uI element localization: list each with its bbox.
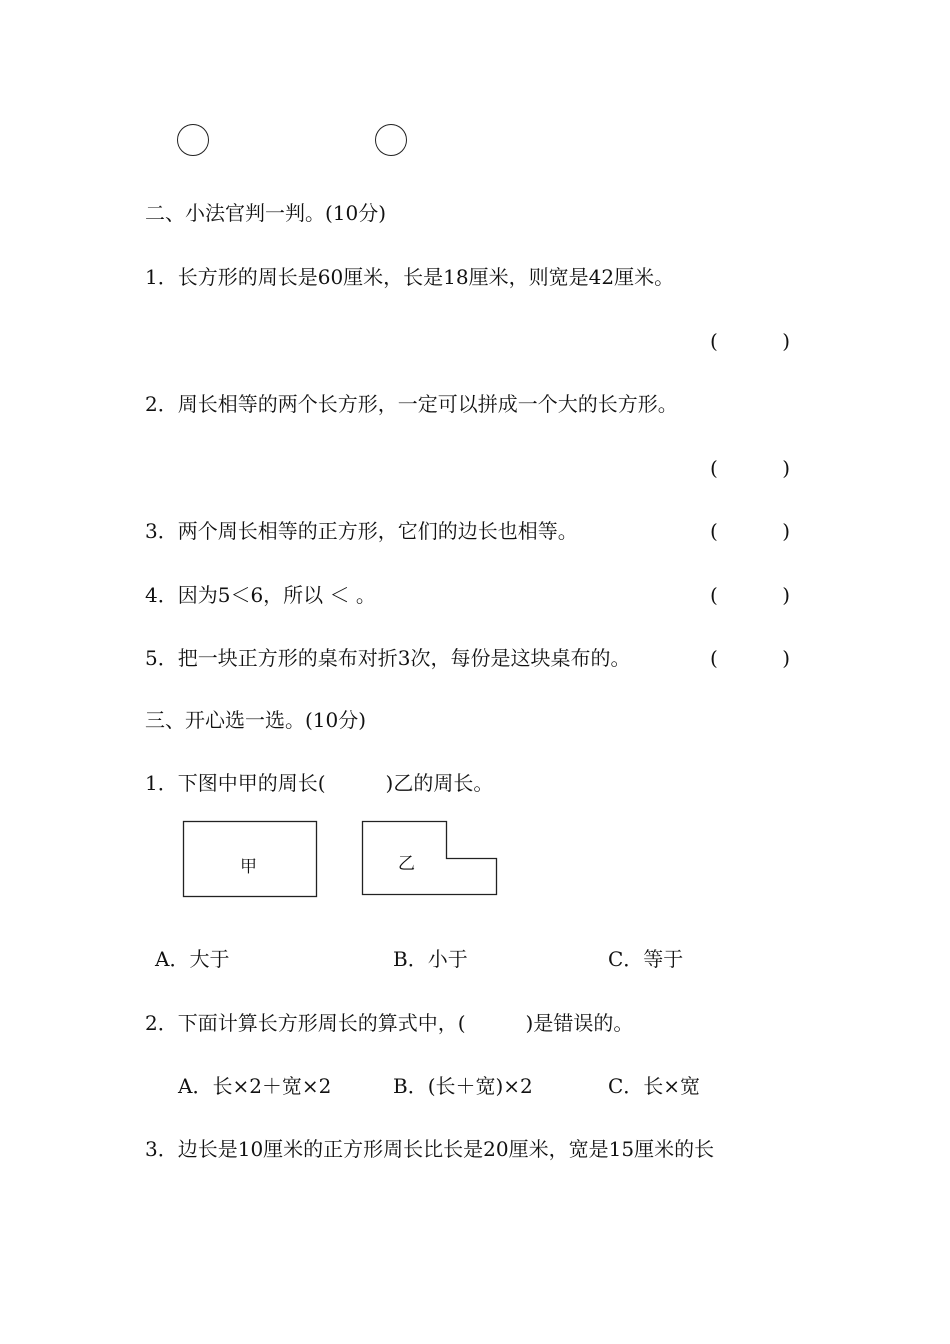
section-title: 三、开心选一选。(10分) xyxy=(145,708,367,732)
paren-open: ( xyxy=(710,646,718,670)
shape-yi-label: 乙 xyxy=(398,854,415,874)
paren-close: ) xyxy=(782,519,790,543)
question-text: 4．因为5＜6，所以 ＜ 。 xyxy=(145,583,376,607)
shape-yi-outline xyxy=(363,822,497,895)
question-text: 1．长方形的周长是60厘米，长是18厘米，则宽是42厘米。 xyxy=(145,265,675,289)
answer-circle[interactable] xyxy=(177,124,209,156)
paren-close: ) xyxy=(782,329,790,353)
option-c[interactable]: C．长×宽 xyxy=(608,1074,701,1098)
question-text: 3．两个周长相等的正方形，它们的边长也相等。 xyxy=(145,519,578,543)
question-text: 1．下图中甲的周长( )乙的周长。 xyxy=(145,771,494,795)
shape-jia-label: 甲 xyxy=(240,857,257,877)
paren-open: ( xyxy=(710,583,718,607)
option-a[interactable]: A．长×2＋宽×2 xyxy=(178,1074,332,1098)
shapes-figure xyxy=(180,818,502,902)
paren-open: ( xyxy=(710,329,718,353)
paren-open: ( xyxy=(710,456,718,480)
paren-close: ) xyxy=(782,646,790,670)
paren-open: ( xyxy=(710,519,718,543)
question-text: 5．把一块正方形的桌布对折3次，每份是这块桌布的。 xyxy=(145,646,631,670)
section-title: 二、小法官判一判。(10分) xyxy=(145,201,387,225)
option-c[interactable]: C．等于 xyxy=(608,947,684,971)
question-text: 2．周长相等的两个长方形，一定可以拼成一个大的长方形。 xyxy=(145,392,678,416)
question-text: 3．边长是10厘米的正方形周长比长是20厘米，宽是15厘米的长 xyxy=(145,1137,715,1161)
answer-circle[interactable] xyxy=(375,124,407,156)
option-b[interactable]: B．小于 xyxy=(393,947,468,971)
question-text: 2．下面计算长方形周长的算式中，( )是错误的。 xyxy=(145,1011,634,1035)
option-a[interactable]: A．大于 xyxy=(155,947,230,971)
paren-close: ) xyxy=(782,456,790,480)
paren-close: ) xyxy=(782,583,790,607)
option-b[interactable]: B．(长＋宽)×2 xyxy=(393,1074,533,1098)
